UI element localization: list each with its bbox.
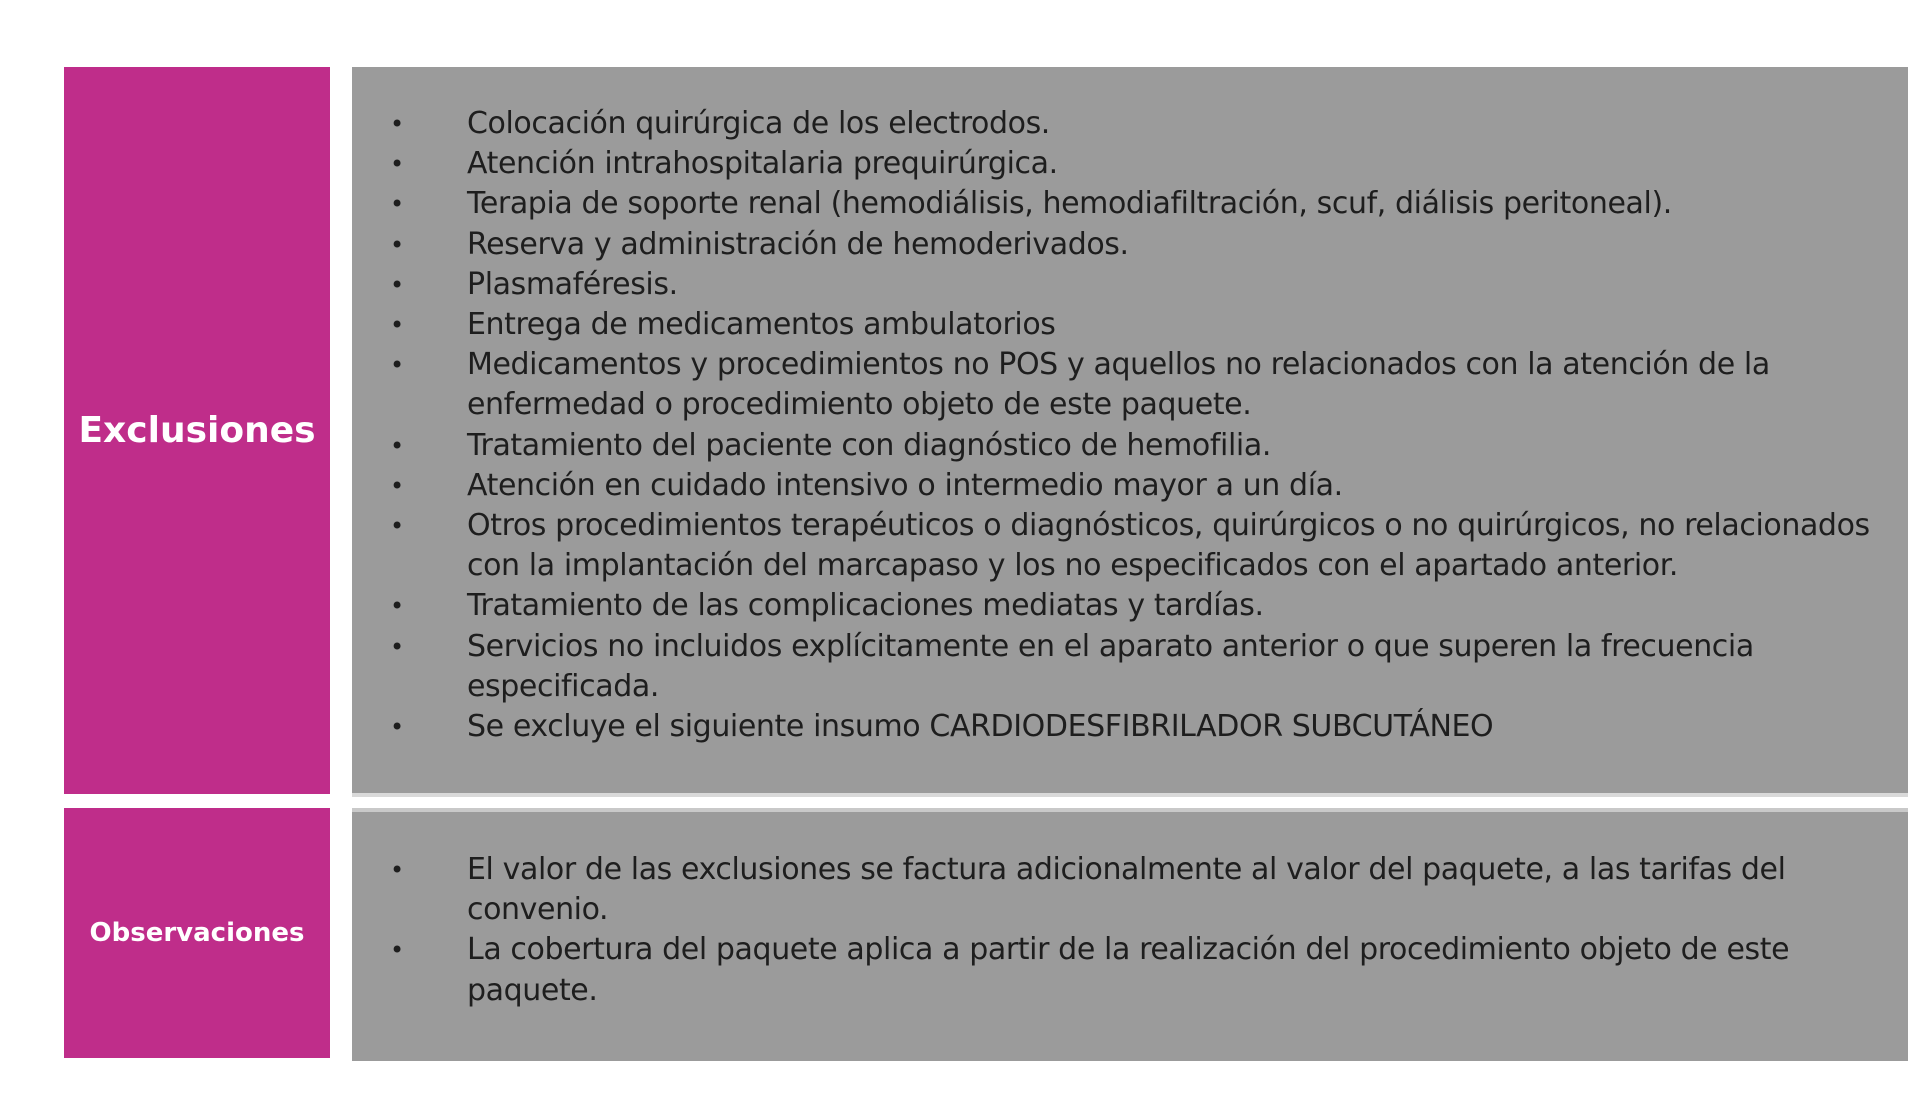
list-item: [352, 426, 1908, 466]
list-item-text: Plasmaféresis.: [467, 266, 678, 302]
list-item-text: Colocación quirúrgica de los electrodos.: [467, 106, 1050, 141]
list-item-text: Reserva y administración de hemoderivados.: [467, 226, 1129, 262]
list-item-text: Servicios no incluidos explícitamente en el aparato anterior o que superen la frecuencia especificada.: [467, 628, 1754, 704]
bullet-icon: •: [390, 512, 404, 541]
list-item: [352, 506, 1908, 586]
observaciones-list: [352, 850, 1908, 1011]
list-item: [352, 466, 1908, 506]
bullet-icon: •: [390, 190, 404, 219]
list-item-text: Se excluye el siguiente insumo CARDIODESFIBRILADOR SUBCUTÁNEO: [467, 709, 1494, 745]
bullet-icon: •: [390, 856, 404, 884]
list-item: [352, 345, 1908, 425]
bullet-icon: •: [390, 713, 404, 742]
bullet-icon: •: [390, 230, 404, 259]
list-item-text: La cobertura del paquete aplica a partir de la realización del procedimiento objeto de este paquete.: [467, 932, 1790, 1008]
list-item-text: Otros procedimientos terapéuticos o diagnósticos, quirúrgicos o no quirúrgicos, no relacionados con la implantación del marcapaso y los no especificados con el apartado anterior.: [467, 508, 1870, 584]
list-item-text: Medicamentos y procedimientos no POS y aquellos no relacionados con la atención de la enfermedad o procedimiento objeto de este paquete.: [467, 347, 1770, 423]
list-item-text: El valor de las exclusiones se factura adicionalmente al valor del paquete, a las tarifas del convenio.: [467, 852, 1786, 928]
list-item: [352, 850, 1908, 930]
bullet-icon: •: [390, 150, 404, 179]
list-item: [352, 265, 1908, 305]
list-item: [352, 144, 1908, 184]
observaciones-label: Observaciones: [64, 808, 330, 1058]
list-item: [352, 225, 1908, 265]
bullet-icon: •: [390, 471, 404, 500]
list-item: [352, 586, 1908, 626]
bullet-icon: •: [390, 431, 404, 460]
list-item-text: Atención intrahospitalaria prequirúrgica.: [467, 146, 1058, 182]
list-item: [352, 184, 1908, 224]
bullet-icon: •: [390, 110, 404, 138]
list-item: [352, 707, 1908, 747]
list-item: [352, 305, 1908, 345]
bullet-icon: •: [390, 632, 404, 661]
bullet-icon: •: [390, 592, 404, 621]
bullet-icon: •: [390, 311, 404, 340]
exclusiones-list: [352, 104, 1908, 747]
bullet-icon: •: [390, 270, 404, 299]
list-item-text: Tratamiento de las complicaciones mediatas y tardías.: [467, 588, 1264, 624]
list-item-text: Tratamiento del paciente con diagnóstico de hemofilia.: [467, 427, 1271, 463]
observaciones-content: [352, 808, 1908, 1061]
list-item: [352, 930, 1908, 1010]
list-item: [352, 104, 1908, 144]
list-item: [352, 627, 1908, 707]
list-item-text: Entrega de medicamentos ambulatorios: [467, 307, 1056, 343]
bullet-icon: •: [390, 351, 404, 380]
exclusiones-content: [352, 67, 1908, 797]
list-item-text: Atención en cuidado intensivo o intermedio mayor a un día.: [467, 467, 1343, 503]
exclusiones-label: Exclusiones: [64, 67, 330, 794]
bullet-icon: •: [390, 936, 404, 965]
list-item-text: Terapia de soporte renal (hemodiálisis, hemodiafiltración, scuf, diálisis peritoneal).: [467, 186, 1672, 222]
